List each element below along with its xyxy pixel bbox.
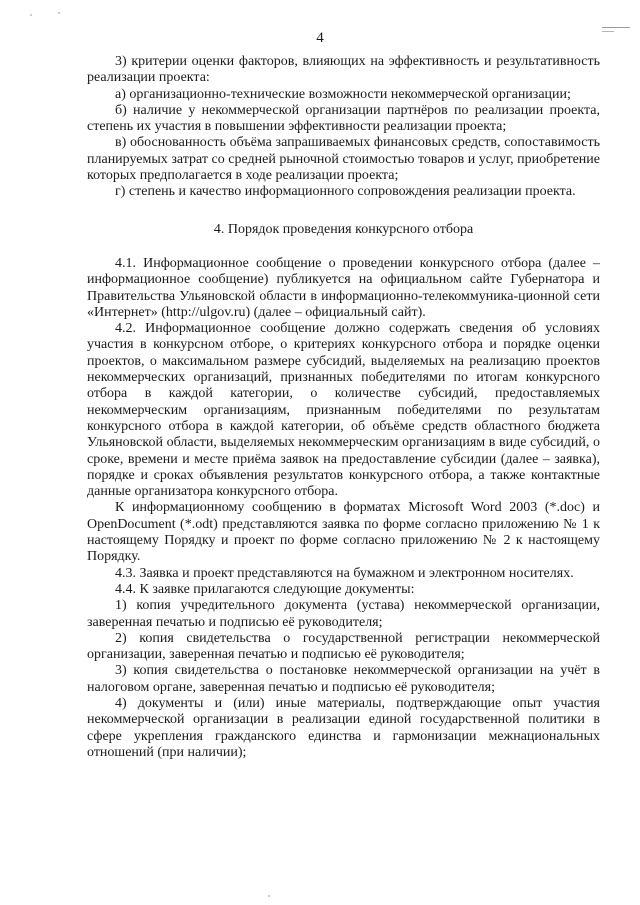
section-heading: 4. Порядок проведения конкурсного отбора [213, 221, 474, 237]
list-item: 2) копия свидетельства о государственной регистрации некоммерческой организации, заверенная печатью и подписью её руководителя; [87, 630, 600, 663]
list-item: 1) копия учредительного документа (устава) некоммерческой организации, заверенная печатью и подписью её руководителя; [87, 598, 600, 630]
paragraph: 4.1. Информационное сообщение о проведении конкурсного отбора (далее – информационное сообщение) публикуется на официальном сайте Губернатора и Правительства Ульяновской области в информационно-телекоммуника-ционной сети «Интернет» (http://ulgov.ru) (далее – официальный сайт). [87, 255, 600, 320]
scan-speck [58, 12, 60, 14]
paragraph: 3) критерии оценки факторов, влияющих на эффективность и результативность реализации проекта: [87, 54, 600, 86]
paragraph: г) степень и качество информационного сопровождения реализации проекта. [115, 184, 576, 200]
document-body [87, 54, 600, 761]
paragraph: в) обоснованность объёма запрашиваемых финансовых средств, сопоставимость планируемых затрат со средней рыночной стоимостью товаров и услуг, приобретение которых предполагается в ходе реализации проекта; [87, 135, 600, 184]
list-item: 3) копия свидетельства о постановке некоммерческой организации на учёт в налоговом органе, заверенная печатью и подписью её руководителя; [87, 663, 600, 695]
paragraph: 4.3. Заявка и проект представляются на бумажном и электронном носителях. [115, 565, 574, 581]
paragraph: 4.2. Информационное сообщение должно содержать сведения об условиях участия в конкурсном отборе, о критериях конкурсного отбора и порядке оценки проектов, о максимальном размере субсидий, выделяемых на реализацию проектов некоммерческих организаций, признанных победителями по итогам конкурсного отбора в каждой категории, о количестве субсидий, предоставляемых некоммерческим организациям, признанным победителями по результатам конкурсного отбора в каждой категории, об объёме средств областного бюджета Ульяновской области, выделяемых некоммерческим организациям в виде субсидий, о сроке, времени и месте приёма заявок на предоставление субсидии (далее – заявка), порядке и сроках объявления результатов конкурсного отбора, а также контактные данные организатора конкурсного отбора. [87, 321, 600, 500]
scan-speck [268, 895, 270, 897]
list-item: 4) документы и (или) иные материалы, подтверждающие опыт участия некоммерческой организации в реализации единой государственной политики в сфере укрепления гражданского единства и гармонизации межнациональных отношений (при наличии); [87, 695, 600, 760]
paragraph: а) организационно-технические возможности некоммерческой организации; [115, 86, 571, 102]
page-number: 4 [316, 30, 324, 46]
paragraph: 4.4. К заявке прилагаются следующие документы: [115, 581, 415, 597]
scan-speck [30, 14, 32, 16]
scan-mark [602, 27, 630, 28]
paragraph: К информационному сообщению в форматах Microsoft Word 2003 (*.doc) и OpenDocument (*.odt) представляются заявка по форме согласно приложению № 1 к настоящему Порядку и проект по форме согласно приложению № 2 к настоящему Порядку. [87, 500, 600, 565]
paragraph: б) наличие у некоммерческой организации партнёров по реализации проекта, степень их участия в повышении эффективности реализации проекта; [87, 102, 600, 135]
